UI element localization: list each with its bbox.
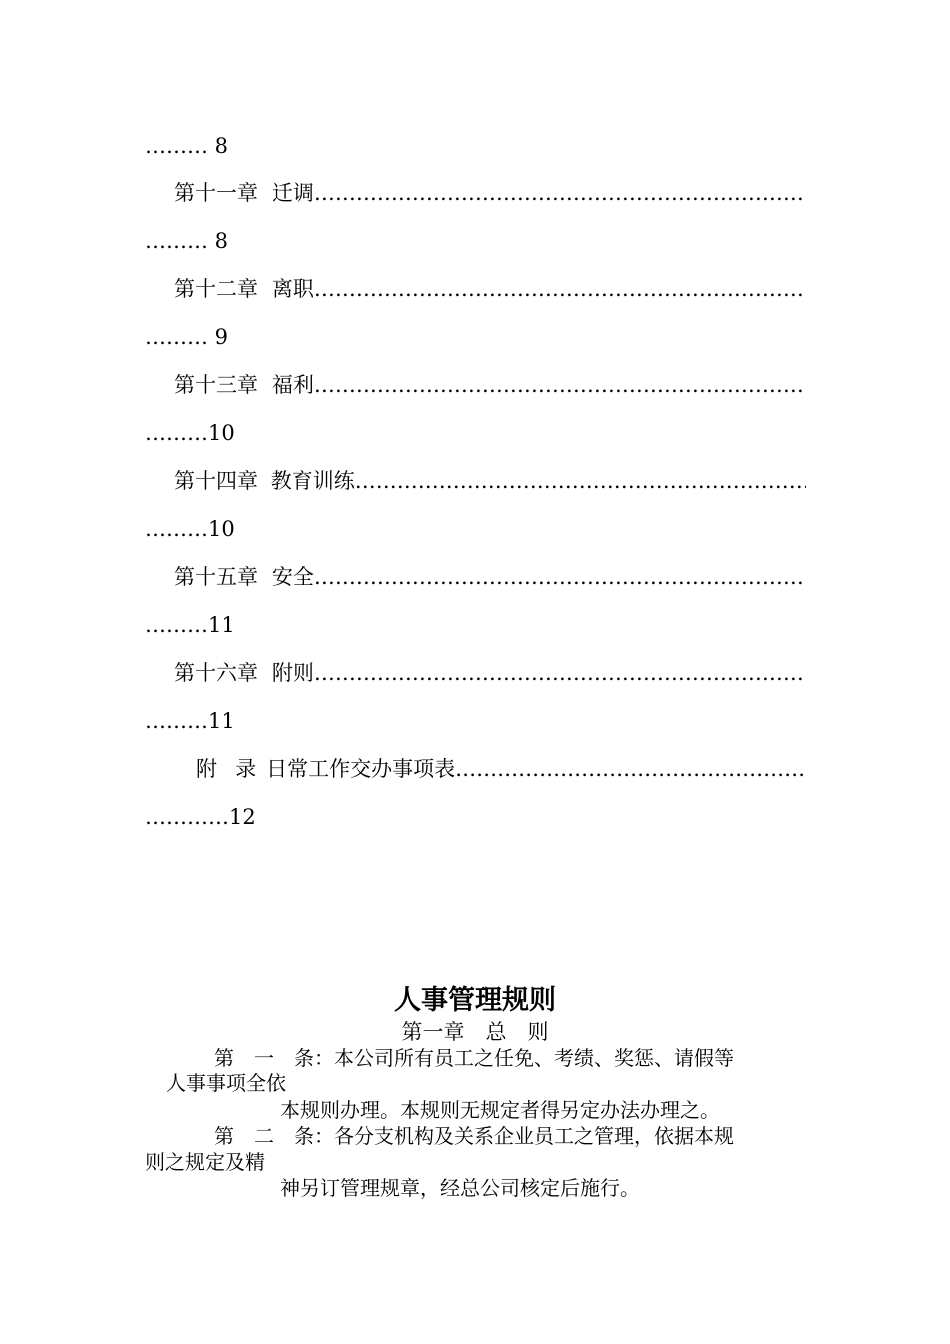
article-1-line-1: 第 一 条：本公司所有员工之任免、考绩、奖惩、请假等 (214, 1046, 734, 1070)
toc-chapter-label: 第十五章 (174, 565, 258, 589)
toc-entry-chapter-14[interactable] (174, 469, 806, 493)
toc-chapter-label: 第十四章 (174, 469, 258, 493)
toc-entry-chapter-15[interactable] (174, 565, 806, 589)
toc-chapter-label: 第十三章 (174, 373, 258, 397)
toc-chapter-title: 教育训练 (270, 469, 355, 493)
toc-chapter-title: 离职 (271, 277, 314, 301)
toc-leader-dots (314, 565, 806, 589)
toc-page-number-line: ……… 8 (145, 229, 229, 253)
article-2-line-1: 第 二 条：各分支机构及关系企业员工之管理，依据本规 (214, 1124, 734, 1148)
article-1-line-2: 人事事项全依 (166, 1071, 286, 1095)
toc-page-number-line: …………12 (145, 805, 256, 829)
toc-chapter-label: 第十二章 (174, 277, 258, 301)
article-1-line-3: 本规则办理。本规则无规定者得另定办法办理之。 (280, 1098, 720, 1122)
toc-appendix-label-b: 录 (235, 757, 257, 781)
toc-page-number-line: ………11 (145, 709, 235, 733)
toc-leader-dots (314, 661, 806, 685)
toc-page-number-line: ………10 (145, 421, 235, 445)
toc-leader-dots (355, 469, 806, 493)
toc-leader-dots (314, 373, 806, 397)
toc-chapter-label: 第十一章 (174, 181, 258, 205)
toc-page-number-line: ………10 (145, 517, 235, 541)
toc-leader-dots (314, 277, 806, 301)
toc-chapter-title: 福利 (271, 373, 314, 397)
document-title: 人事管理规则 (394, 985, 556, 1016)
toc-chapter-title: 安全 (271, 565, 314, 589)
toc-leader-dots (455, 757, 806, 781)
toc-entry-chapter-13[interactable] (174, 373, 806, 397)
article-2-line-3: 神另订管理规章，经总公司核定后施行。 (280, 1176, 640, 1200)
toc-appendix-title: 日常工作交办事项表 (266, 757, 456, 781)
toc-leader-dots (314, 181, 806, 205)
toc-page-number-line: ……… 9 (145, 325, 229, 349)
article-2-line-2: 则之规定及精 (145, 1150, 265, 1174)
toc-chapter-title: 迁调 (271, 181, 314, 205)
chapter-heading: 第一章 总 则 (401, 1020, 549, 1044)
toc-appendix-label-a: 附 (196, 757, 217, 781)
toc-entry-chapter-11[interactable] (174, 181, 806, 205)
toc-chapter-title: 附则 (271, 661, 314, 685)
toc-chapter-label: 第十六章 (174, 661, 258, 685)
toc-entry-appendix[interactable] (196, 757, 806, 781)
toc-page-number-line: ……… 8 (145, 134, 229, 158)
toc-entry-chapter-12[interactable] (174, 277, 806, 301)
toc-page-number-line: ………11 (145, 613, 235, 637)
toc-entry-chapter-16[interactable] (174, 661, 806, 685)
